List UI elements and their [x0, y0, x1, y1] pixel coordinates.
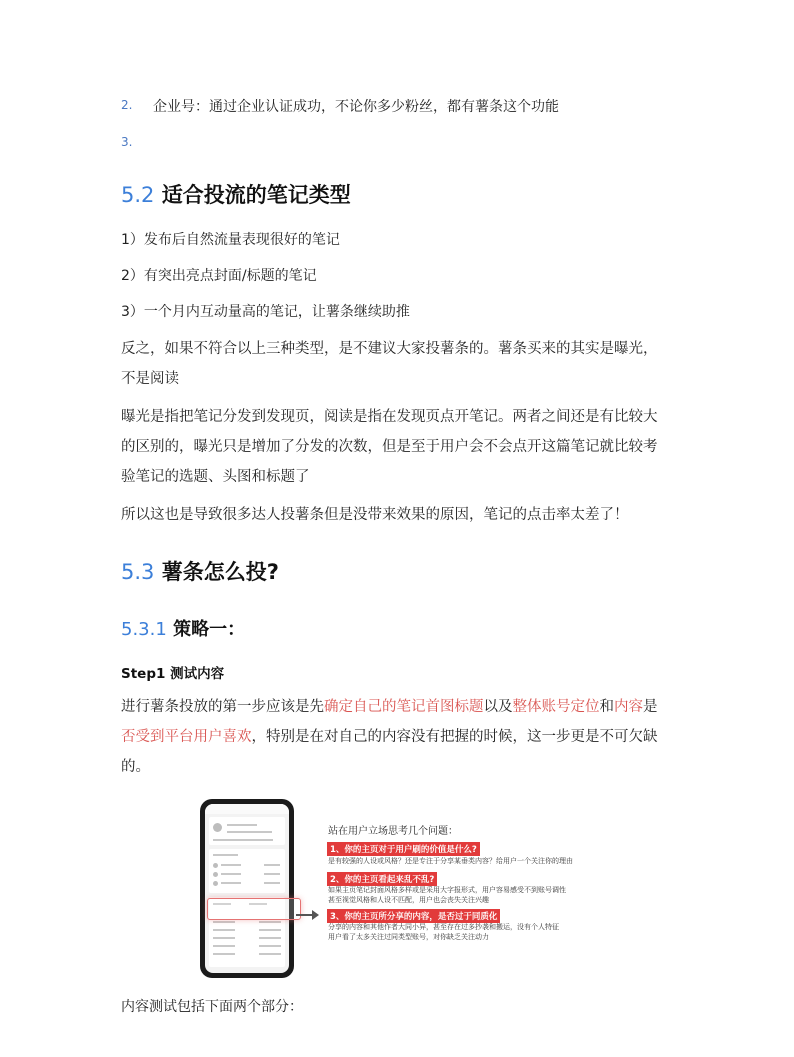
avatar	[213, 823, 222, 832]
figure-title: 站在用户立场思考几个问题：	[328, 826, 458, 837]
text-segment: 进行薯条投放的第一步应该是先	[121, 699, 324, 715]
placeholder-line	[213, 945, 235, 947]
section-heading-5-2	[121, 179, 351, 209]
placeholder-line	[213, 839, 273, 841]
placeholder-line	[259, 921, 281, 923]
section-number: 5.3.1	[121, 619, 167, 640]
list-number-3: 3.	[121, 135, 133, 149]
figure-question-1: 1、你的主页对于用户刷的价值是什么?	[327, 842, 480, 856]
paragraph-test-content	[121, 692, 669, 782]
figure-question-3: 3、你的主页所分享的内容，是否过于同质化	[327, 909, 500, 923]
placeholder-line	[259, 953, 281, 955]
highlight-account-positioning: 整体账号定位	[512, 699, 600, 715]
figure-question-3-detail: 分享的内容和其他作者大同小异，甚至存在过多抄袭和搬运，没有个人特征	[328, 923, 559, 931]
paragraph-exposure-vs-reading: 曝光是指把笔记分发到发现页，阅读是指在发现页点开笔记。两者之间还是有比较大的区别的，曝光只是增加了分发的次数，但是至于用户会不会点开这篇笔记就比较考验笔记的选题、头图和标题了	[121, 409, 658, 485]
text-segment: ，特别是在对自己的内容没有把握的时候，这一步更是不可欠缺的。	[121, 729, 658, 775]
placeholder-line	[259, 945, 281, 947]
paragraph-content-test-parts: 内容测试包括下面两个部分：	[121, 999, 303, 1015]
figure-question-1-detail: 是有较强的人设或风格？还是专注于分享某垂类内容？给用户一个关注你的理由	[328, 857, 573, 865]
section-heading-5-3	[121, 556, 279, 586]
bullet-dot	[213, 881, 218, 886]
text-segment: 和	[599, 699, 614, 715]
section-title: 适合投流的笔记类型	[161, 183, 351, 207]
section-number: 5.2	[121, 183, 155, 207]
highlight-box	[207, 898, 301, 920]
placeholder-line	[264, 882, 280, 884]
placeholder-line	[213, 929, 235, 931]
section-number: 5.3	[121, 560, 155, 584]
placeholder-line	[213, 937, 235, 939]
figure-question-2: 2、你的主页看起来乱不乱?	[327, 872, 437, 886]
list-item-enterprise: 企业号：通过企业认证成功，不论你多少粉丝，都有薯条这个功能	[153, 99, 559, 115]
placeholder-line	[259, 937, 281, 939]
highlight-content: 内容	[614, 699, 643, 715]
placeholder-line	[213, 953, 235, 955]
placeholder-line	[227, 824, 257, 826]
text-segment: 是	[643, 699, 658, 715]
placeholder-line	[259, 929, 281, 931]
point-2: 2）有突出亮点封面/标题的笔记	[121, 268, 317, 284]
figure-question-3-detail-2: 用户看了太多关注过同类型账号，对你缺乏关注动力	[328, 933, 489, 941]
placeholder-line	[221, 864, 241, 866]
text-segment: 以及	[483, 699, 513, 715]
section-title: 策略一：	[173, 619, 246, 640]
highlight-cover-title: 确定自己的笔记首图标题	[324, 699, 484, 715]
figure-question-2-detail-2: 甚至视觉风格和人设不匹配，用户也会丧失关注兴趣	[328, 896, 489, 904]
section-title: 薯条怎么投?	[161, 560, 279, 584]
figure-question-2-detail: 如果主页笔记封面风格多样或是采用大字报形式，用户容易感受不到账号调性	[328, 886, 566, 894]
step-1-heading: Step1 测试内容	[121, 666, 225, 682]
profile-card	[209, 817, 285, 845]
highlight-liked-by-users: 否受到平台用户喜欢	[121, 729, 252, 745]
placeholder-line	[227, 831, 272, 833]
paragraph-click-rate: 所以这也是导致很多达人投薯条但是没带来效果的原因，笔记的点击率太差了！	[121, 507, 629, 523]
section-heading-5-3-1	[121, 615, 245, 641]
placeholder-line	[221, 882, 241, 884]
status-bar	[205, 804, 289, 814]
list-number-2: 2.	[121, 98, 133, 112]
point-1: 1）发布后自然流量表现很好的笔记	[121, 232, 340, 248]
paragraph-not-recommended: 反之，如果不符合以上三种类型，是不建议大家投薯条的。薯条买来的其实是曝光，不是阅读	[121, 341, 658, 387]
bullet-dot	[213, 872, 218, 877]
phone-mockup-image	[200, 799, 294, 978]
arrow-right-icon	[312, 910, 319, 920]
placeholder-line	[213, 921, 235, 923]
phone-screen	[205, 804, 289, 973]
placeholder-line	[264, 864, 280, 866]
placeholder-line	[213, 854, 238, 856]
point-3: 3）一个月内互动量高的笔记，让薯条继续助推	[121, 304, 410, 320]
placeholder-line	[221, 873, 241, 875]
placeholder-line	[264, 873, 280, 875]
stats-card	[209, 849, 285, 893]
bullet-dot	[213, 863, 218, 868]
